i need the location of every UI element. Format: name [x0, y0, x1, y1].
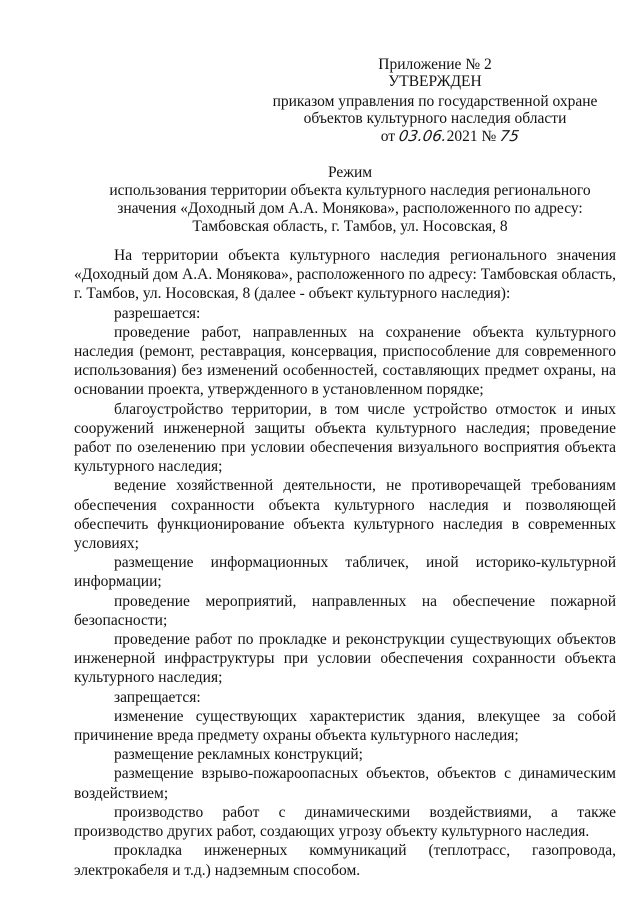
- paragraph-allowed-heading: разрешается:: [114, 304, 201, 322]
- approved-label: УТВЕРЖДЕН: [388, 73, 482, 90]
- paragraph: проведение работ, направленных на сохранение объекта культурного наследия (ремонт, реставрация, консервация, приспособление для современного использования) без изменений особенностей, составляющих предмет охраны, на основании проекта, утвержденного в установленном порядке;: [74, 323, 616, 399]
- handwritten-number: 75: [498, 127, 521, 145]
- handwritten-date: 03.06.: [397, 127, 448, 145]
- appendix-label: Приложение № 2: [378, 56, 492, 73]
- order-date-number: [300, 127, 600, 146]
- paragraph: прокладка инженерных коммуникаций (теплотрасс, газопровода, электрокабеля и т.д.) надземным способом.: [74, 842, 616, 879]
- order-line-1: приказом управления по государственной охране: [272, 93, 598, 110]
- date-prefix: от: [380, 128, 396, 145]
- paragraph: производство работ с динамическими воздействиями, а также производство других работ, создающих угрозу объекту культурного наследия.: [74, 803, 616, 841]
- paragraph: размещение информационных табличек, иной историко-культурной информации;: [74, 554, 616, 591]
- paragraph: проведение мероприятий, направленных на обеспечение пожарной безопасности;: [74, 592, 616, 629]
- paragraph: изменение существующих характеристик здания, влекущее за собой причинение вреда предмету охраны объекта культурного наследия;: [74, 707, 616, 745]
- paragraph: проведение работ по прокладке и реконструкции существующих объектов инженерной инфраструктуры при условии обеспечения сохранности объекта культурного наследия;: [74, 631, 616, 687]
- title-line-3: значения «Доходный дом А.А. Монякова», расположенного по адресу:: [117, 200, 583, 217]
- number-sign: №: [481, 128, 497, 145]
- paragraph-forbidden-heading: запрещается:: [114, 688, 201, 706]
- document-title: Режим: [327, 164, 373, 181]
- date-year: 2021: [446, 128, 478, 145]
- order-line-2: объектов культурного наследия области: [303, 110, 567, 127]
- paragraph: размещение рекламных конструкций;: [114, 746, 363, 764]
- paragraph: ведение хозяйственной деятельности, не противоречащей требованиям обеспечения сохранности объекта культурного наследия и позволяющей обеспечить функционирование объекта культурного наследия в современных условиях;: [74, 477, 616, 553]
- document-body: [74, 246, 616, 880]
- paragraph: размещение взрыво-пожароопасных объектов, объектов с динамическим воздействием;: [74, 765, 616, 802]
- paragraph: благоустройство территории, в том числе устройство отмосток и иных сооружений инженерной защиты объекта культурного наследия; проведение работ по озеленению при условии обеспечения визуального восприятия объекта культурного наследия;: [74, 400, 616, 476]
- title-line-2: использования территории объекта культурного наследия регионального: [109, 182, 591, 199]
- title-line-4: Тамбовская область, г. Тамбов, ул. Носовская, 8: [192, 218, 508, 235]
- paragraph-intro: На территории объекта культурного наследия регионального значения «Доходный дом А.А. Монякова», расположенного по адресу: Тамбовская область, г. Тамбов, ул. Носовская, 8 (далее - объект культурного наследия):: [74, 247, 616, 303]
